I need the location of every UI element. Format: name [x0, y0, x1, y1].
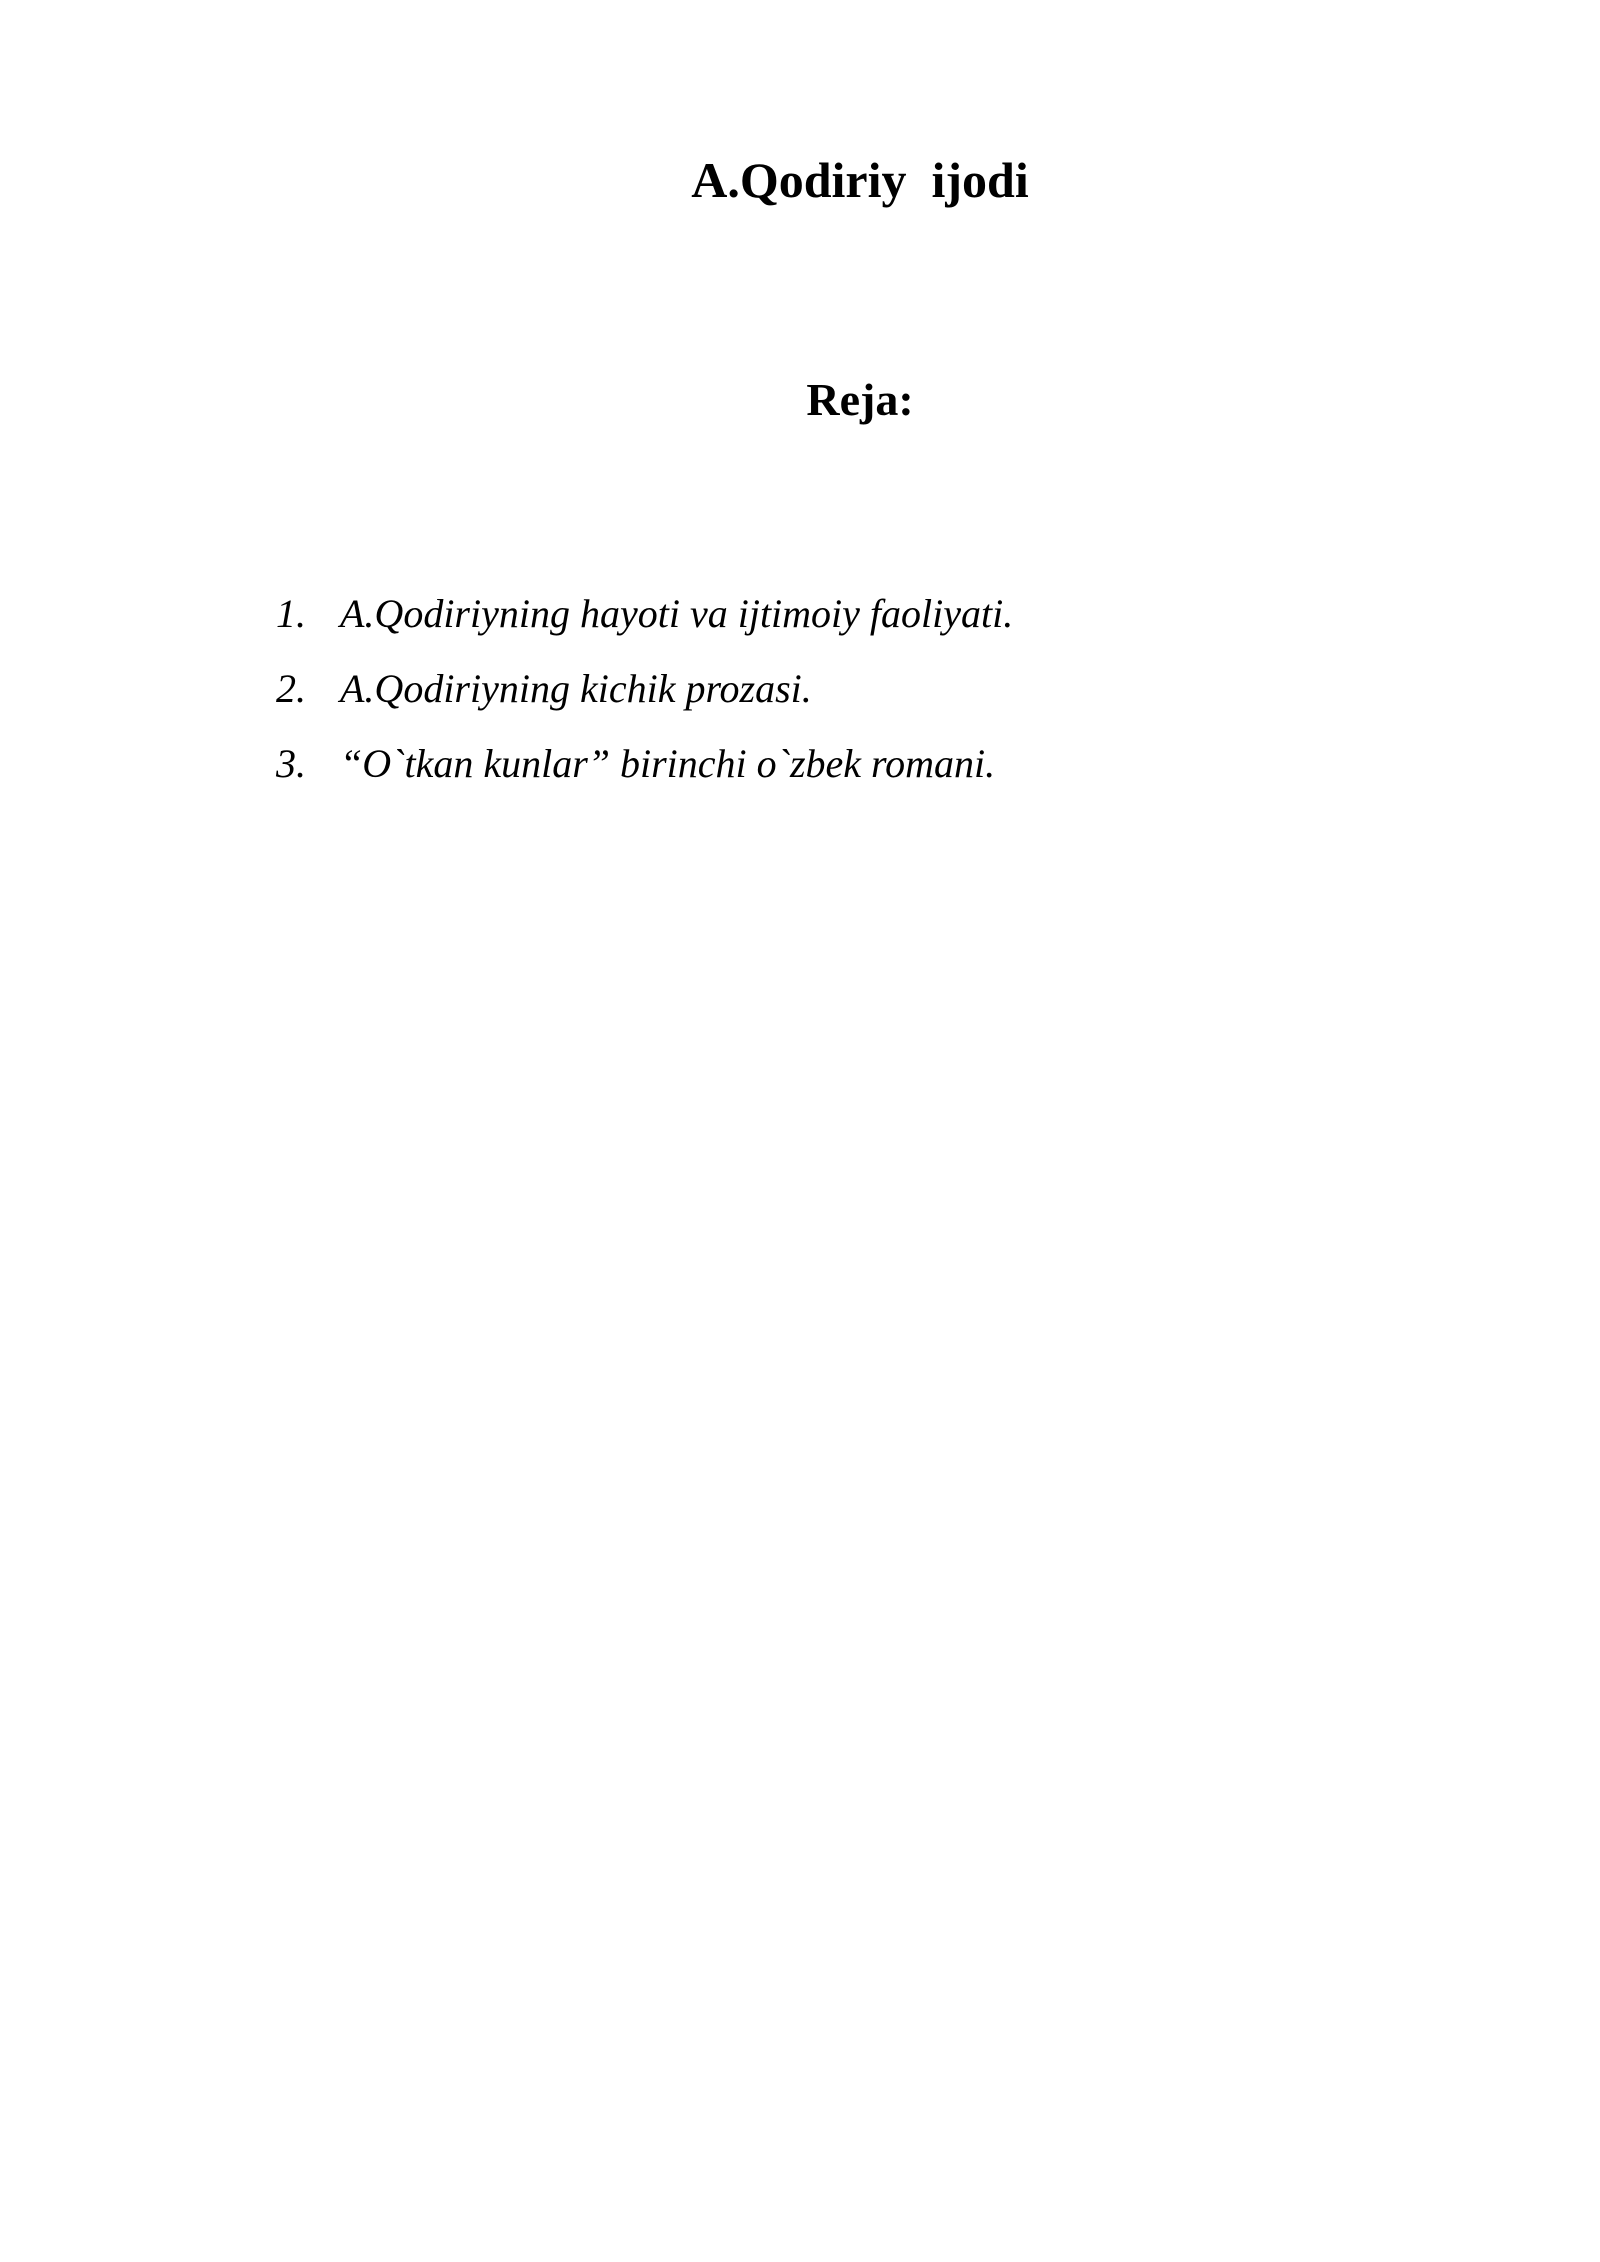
plan-item-text: “O`tkan kunlar” birinchi o`zbek romani.: [340, 741, 996, 786]
plan-item-text: A.Qodiriyning kichik prozasi.: [340, 666, 812, 711]
plan-heading: Reja:: [806, 374, 914, 425]
plan-item: [276, 590, 1013, 665]
plan-item-number: 3.: [276, 741, 306, 786]
plan-item-number: 2.: [276, 666, 306, 711]
document-title: A.Qodiriy ijodi: [691, 152, 1029, 208]
plan-item-number: 1.: [276, 591, 306, 636]
plan-list: [276, 590, 1013, 815]
plan-item: [276, 665, 1013, 740]
plan-item: [276, 740, 1013, 815]
plan-item-text: A.Qodiriyning hayoti va ijtimoiy faoliyati.: [340, 591, 1014, 636]
